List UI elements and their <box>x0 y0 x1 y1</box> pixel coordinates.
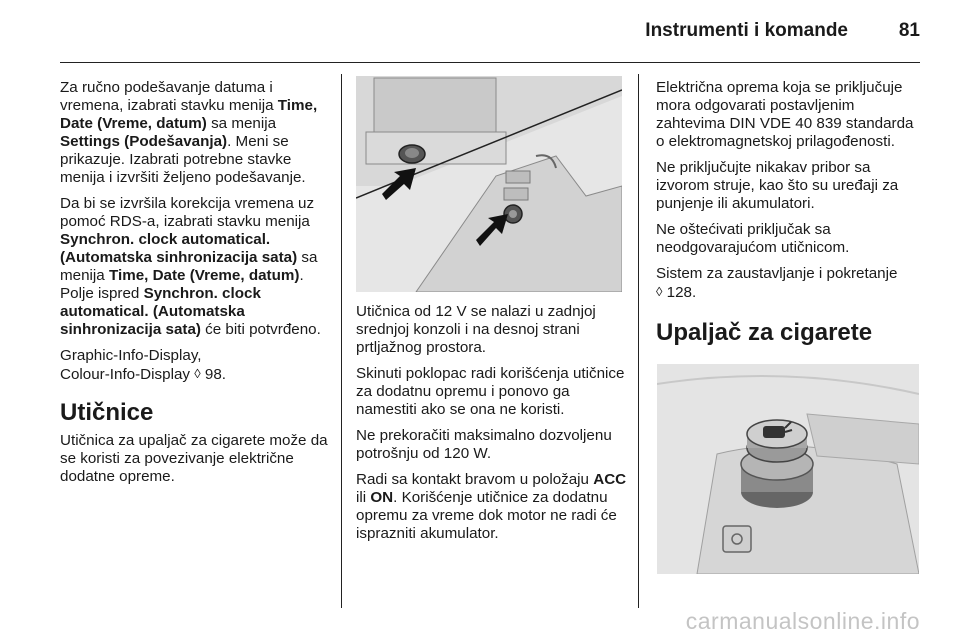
column-divider-2 <box>638 74 639 608</box>
text-span: sa menija <box>206 115 277 132</box>
ignition-acc: ACC <box>593 471 627 488</box>
menu-settings: Settings (Podešavanja) <box>60 133 228 150</box>
text-span: će biti potvrđeno. <box>200 321 321 338</box>
page-reference-icon: ◊ <box>656 284 663 299</box>
page-reference: 98. <box>200 366 226 383</box>
paragraph-cover: Skinuti poklopac radi korišćenja utičnice za dodatnu opremu i ponovo ga namestiti ako se ona ne koristi. <box>356 365 625 418</box>
paragraph-din-standard: Električna oprema koja se priključuje mora odgovarati postavljenim zahtevima DIN VDE 40 839 standarda o elektromagnetskoj prilagođenosti. <box>656 79 914 150</box>
menu-item-sync-clock: Synchron. clock automatical. (Automatska sinhronizacija sata) <box>60 231 298 266</box>
paragraph-ignition <box>356 471 632 543</box>
paragraph-no-chargers: Ne priključujte nikakav pribor sa izvorom struje, kao što su uređaji za punjenje ili akumulatori. <box>656 159 899 212</box>
paragraph-display-ref <box>60 347 332 384</box>
menu-time-date: Time, Date (Vreme, datum) <box>108 267 300 284</box>
text-span: . Meni se prikazuje. Izabrati potrebne stavke menija i izvršiti željeno podešavanje. <box>60 133 306 186</box>
text-span: Radi sa kontakt bravom u položaju <box>356 471 594 488</box>
menu-item-time-date: Time, Date (Vreme, datum) <box>60 97 318 132</box>
page-reference-icon: ◊ <box>194 366 201 381</box>
paragraph-max-power: Ne prekoračiti maksimalno dozvoljenu potrošnju od 120 W. <box>356 427 612 462</box>
page-number: 81 <box>898 20 920 41</box>
figure-cigarette-lighter <box>657 364 919 574</box>
text-span: Za ručno podešavanje datuma i vremena, izabrati stavku menija <box>60 79 278 114</box>
column-divider-1 <box>341 74 342 608</box>
text-span: . Korišćenje utičnice za dodatnu opremu za vreme dok motor ne radi će isprazniti akumulator. <box>356 489 617 542</box>
column-3 <box>656 79 926 352</box>
text-span: Graphic-Info-Display, <box>60 347 202 364</box>
cigarette-lighter-illustration <box>657 364 919 574</box>
page-reference: 128. <box>662 284 697 301</box>
ignition-on: ON <box>370 489 394 506</box>
section-heading-cigarette-lighter: Upaljač za cigarete <box>656 319 873 346</box>
text-span: ili <box>356 489 371 506</box>
column-1 <box>60 79 332 494</box>
figure-power-sockets <box>356 76 622 292</box>
page-header-title: Instrumenti i komande <box>645 20 848 41</box>
paragraph-stop-start-ref <box>656 265 926 302</box>
paragraph-rds-time <box>60 195 332 339</box>
text-span: . Polje ispred <box>60 267 304 302</box>
column-2 <box>356 303 632 551</box>
header-divider <box>60 62 920 63</box>
power-socket-illustration <box>356 76 622 292</box>
section-heading-sockets: Utičnice <box>60 399 154 426</box>
text-span: Colour-Info-Display <box>60 366 190 383</box>
watermark: carmanualsonline.info <box>685 608 920 634</box>
paragraph-manual-time <box>60 79 332 187</box>
menu-item-sync-clock: Synchron. clock automatical. (Automatska sinhronizacija sata) <box>60 285 261 338</box>
paragraph-sockets-intro: Utičnica za upaljač za cigarete može da se koristi za povezivanje električne dodatne opreme. <box>60 432 328 485</box>
text-span: Da bi se izvršila korekcija vremena uz pomoć RDS-a, izabrati stavku menija <box>60 195 315 230</box>
paragraph-no-damage: Ne oštećivati priključak sa neodgovarajućom utičnicom. <box>656 221 850 256</box>
text-span: sa menija <box>60 249 318 284</box>
text-span: Sistem za zaustavljanje i pokretanje <box>656 265 898 282</box>
paragraph-socket-location: Utičnica od 12 V se nalazi u zadnjoj srednjoj konzoli i na desnoj strani prtljažnog prostora. <box>356 303 596 356</box>
